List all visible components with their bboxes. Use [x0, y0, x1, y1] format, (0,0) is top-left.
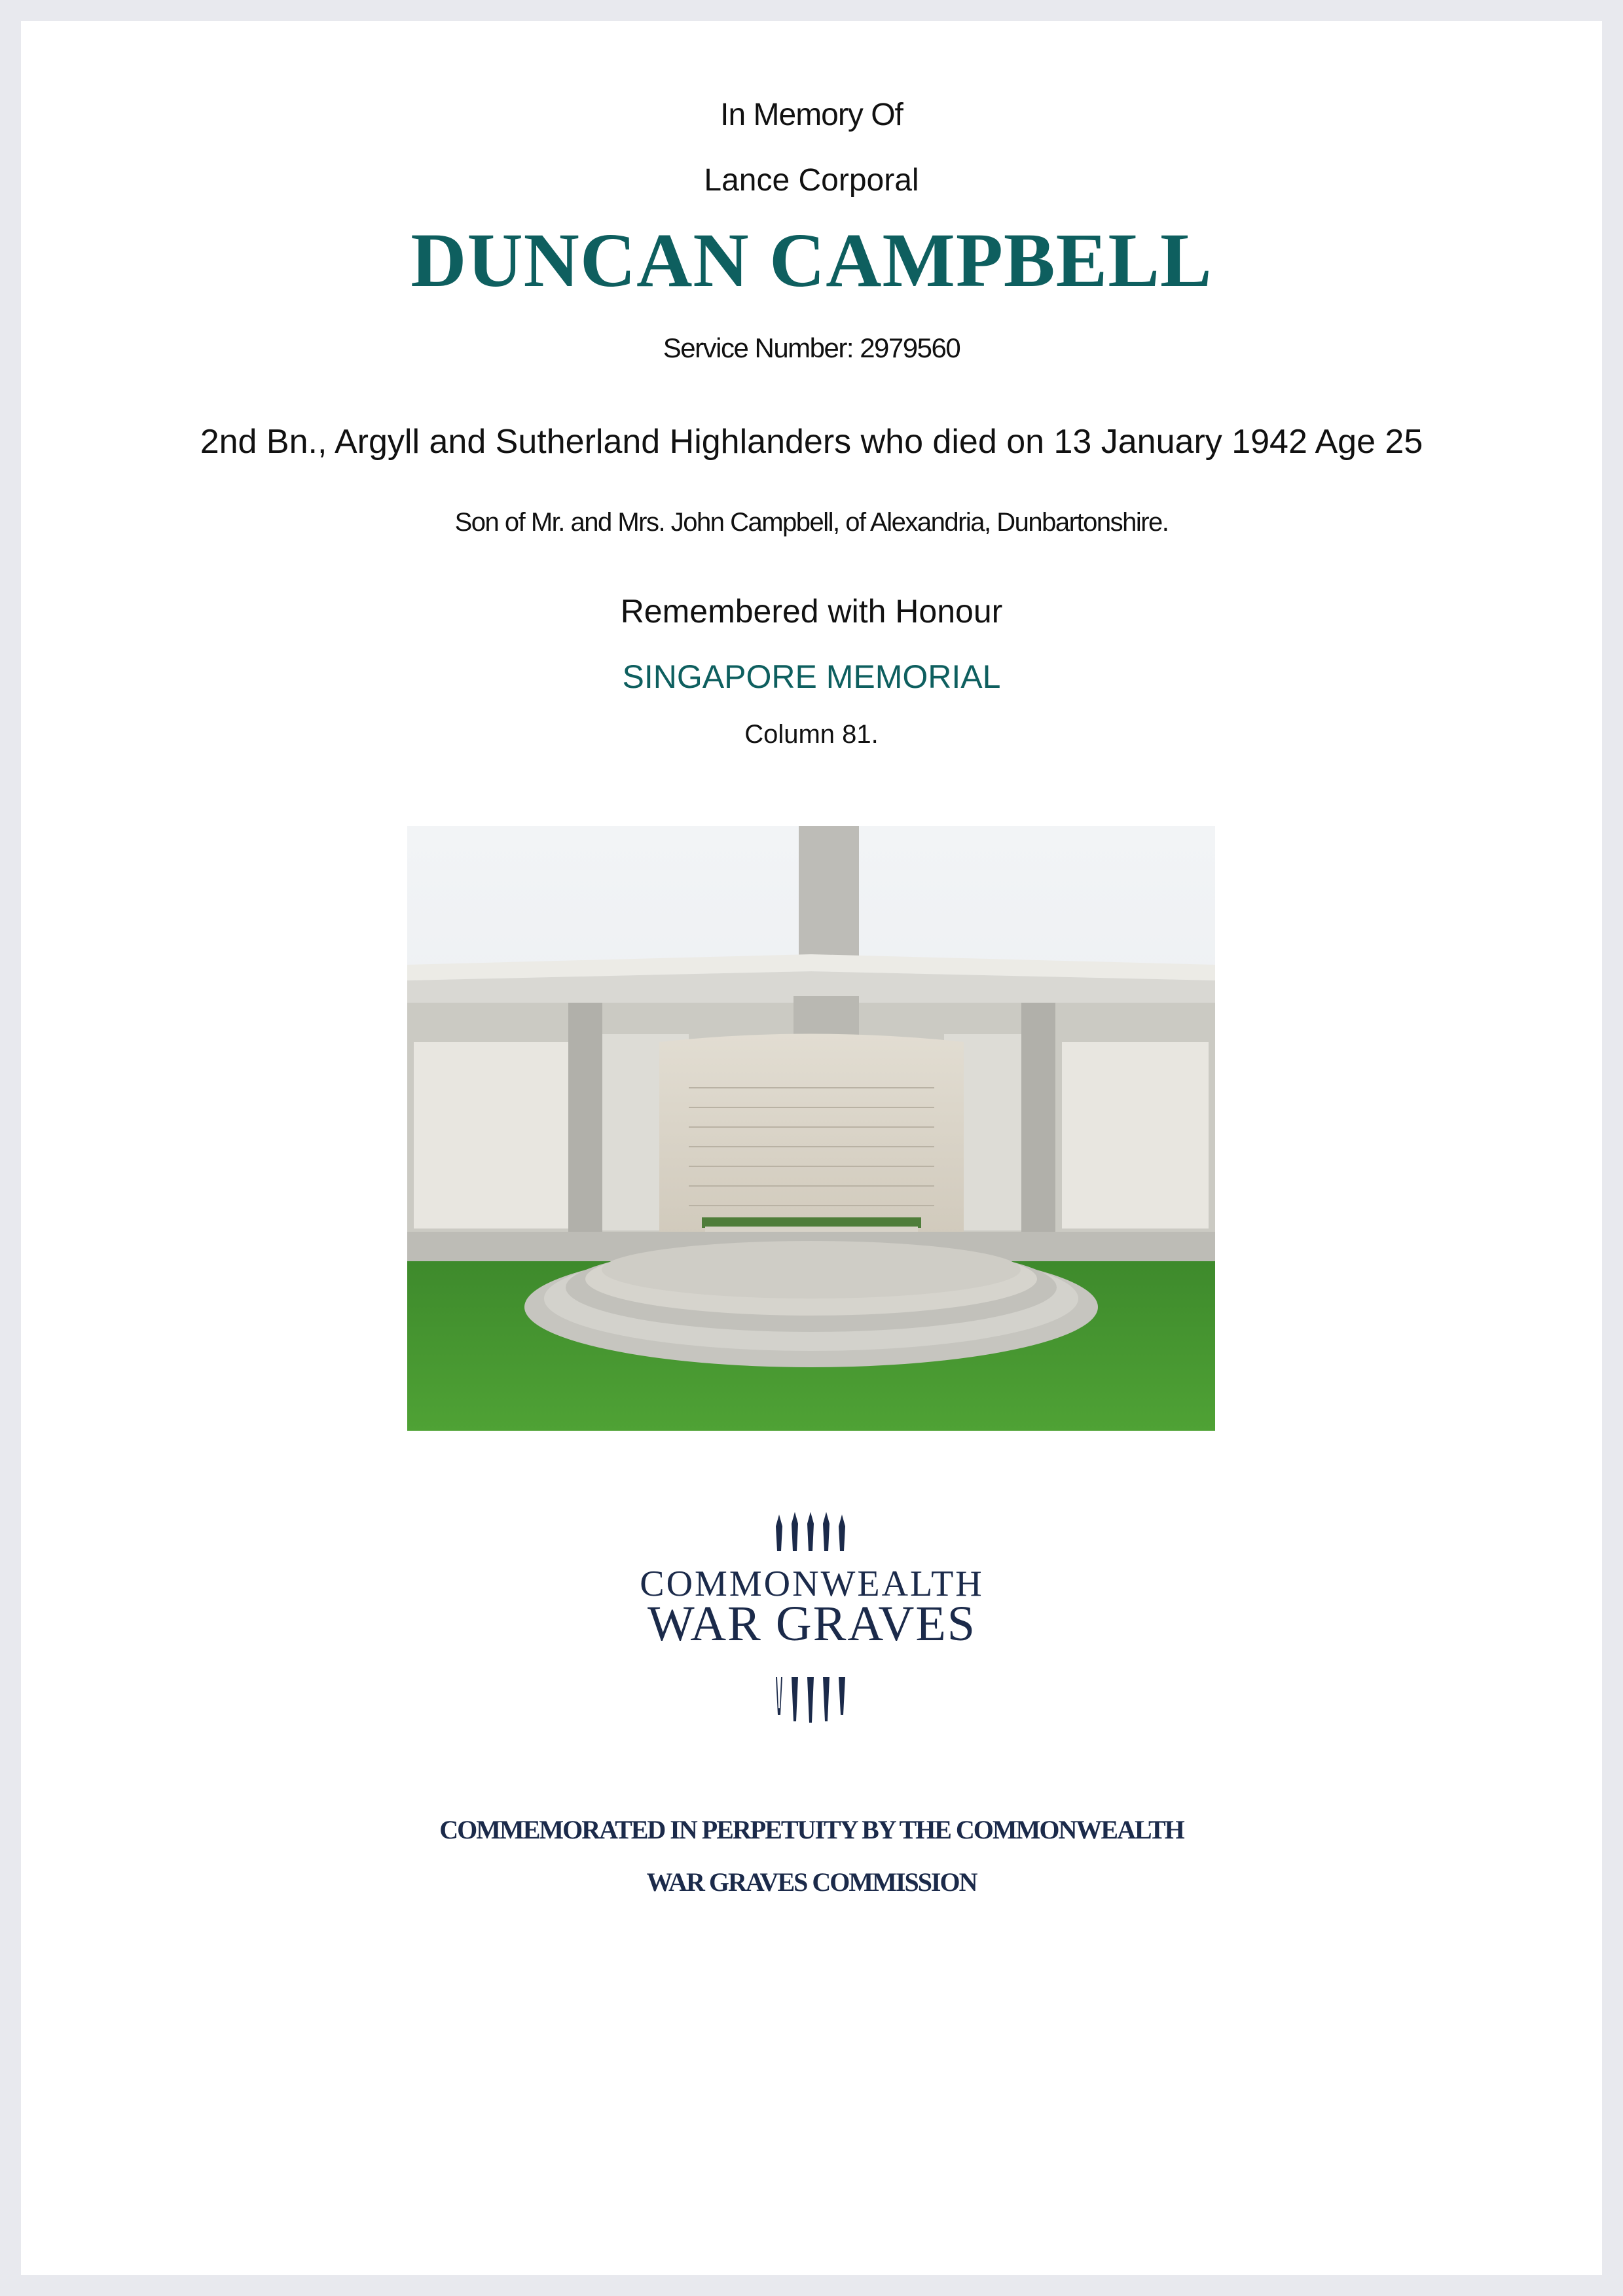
in-memory-of-heading: In Memory Of [720, 98, 903, 132]
service-number: Service Number: 2979560 [663, 332, 960, 363]
commemoration-line-1: COMMEMORATED IN PERPETUITY BY THE COMMONWEALTH [439, 1815, 1184, 1844]
commemoration-line-2: WAR GRAVES COMMISSION [646, 1867, 977, 1897]
headstone-marks-top-icon [776, 1512, 845, 1551]
family-details: Son of Mr. and Mrs. John Campbell, of Alexandria, Dunbartonshire. [454, 508, 1169, 537]
memorial-photo [407, 826, 1215, 1431]
soldier-name: DUNCAN CAMPBELL [410, 217, 1213, 303]
headstone-marks-bottom-icon [776, 1677, 845, 1723]
remembered-with-honour: Remembered with Honour [620, 593, 1003, 630]
memorial-location: Column 81. [744, 720, 879, 749]
rank-label: Lance Corporal [704, 163, 919, 198]
logo-line-2: WAR GRAVES [647, 1596, 977, 1651]
logo-line-1: COMMONWEALTH [640, 1564, 984, 1604]
memorial-name: SINGAPORE MEMORIAL [622, 658, 1001, 695]
unit-and-death-details: 2nd Bn., Argyll and Sutherland Highlanders who died on 13 January 1942 Age 25 [200, 423, 1423, 461]
cwgc-logo [629, 1512, 995, 1728]
